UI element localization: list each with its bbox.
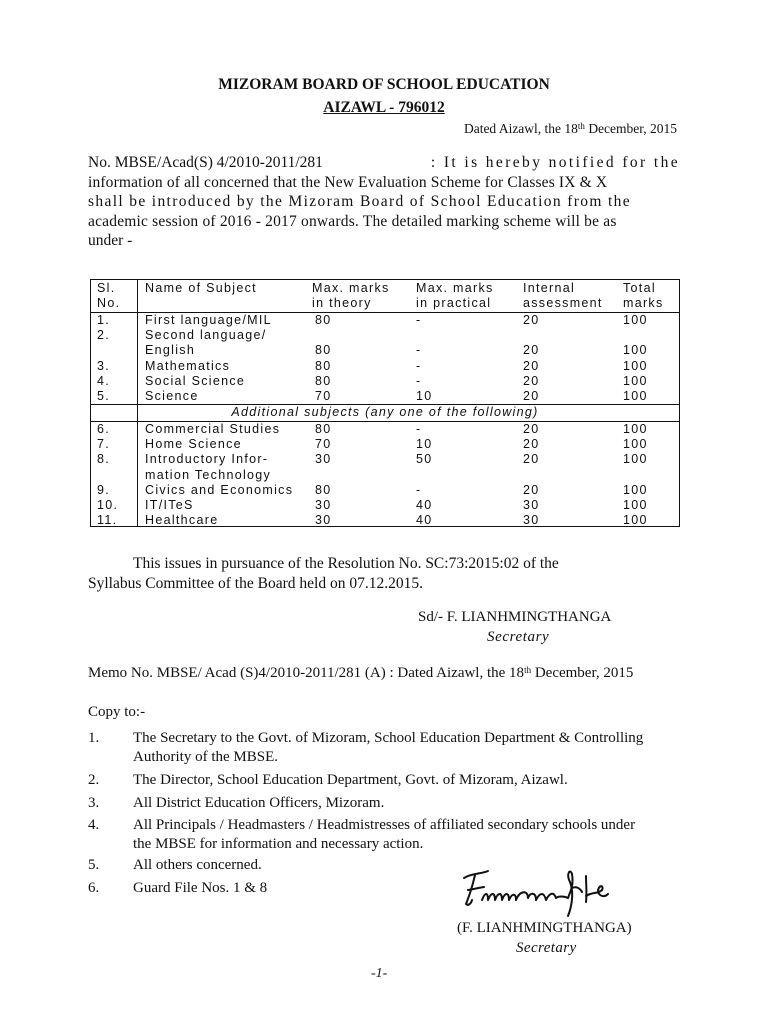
copy-to-item-text: All Principals / Headmasters / Headmistresses of affiliated secondary schools under bbox=[133, 817, 636, 833]
table-cell-subject-name: Commercial Studies bbox=[145, 422, 281, 436]
table-cell-max-theory: 80 bbox=[315, 373, 332, 388]
header-sl-no-line2: No. bbox=[97, 296, 121, 310]
table-cell-sl-no: 3. bbox=[97, 358, 111, 373]
table-cell-subject-name: IT/ITeS bbox=[145, 498, 194, 512]
page-number: -1- bbox=[371, 966, 388, 981]
notice-reference: No. MBSE/Acad(S) 4/2010-2011/281 bbox=[88, 154, 323, 171]
table-cell-max-practical: 10 bbox=[416, 389, 433, 403]
copy-to-item-text: The Director, School Education Department, Govt. of Mizoram, Aizawl. bbox=[133, 772, 568, 788]
table-cell-max-practical: - bbox=[416, 313, 422, 327]
table-cell-sl-no: 7. bbox=[97, 437, 111, 452]
notice-paragraph: No. MBSE/Acad(S) 4/2010-2011/281 : It is hereby notified for the information of all concerned that the New Evaluation Scheme for Classes IX & X shall be introduced by the Mizoram Board of School Education from the academic session of 2016 - 2017 onwards. The detailed marking scheme will be as under - bbox=[88, 154, 680, 249]
table-cell-sl-no: 11. bbox=[97, 513, 118, 528]
notice-line-1: No. MBSE/Acad(S) 4/2010-2011/281 : It is hereby notified for the bbox=[88, 154, 680, 171]
table-cell-max-practical: 40 bbox=[416, 498, 433, 512]
header-max-practical: Max. marks bbox=[416, 281, 494, 295]
table-cell-sl-no: 9. bbox=[97, 482, 111, 497]
copy-to-item-number: 3. bbox=[88, 795, 100, 811]
table-cell-max-practical: - bbox=[416, 422, 422, 436]
signatory-name-2: (F. LIANHMINGTHANGA) bbox=[457, 920, 632, 936]
dated-line: Dated Aizawl, the 18th December, 2015 bbox=[463, 121, 677, 136]
table-cell-subject-name: Science bbox=[145, 389, 199, 403]
header-total-marks-line2: marks bbox=[623, 296, 664, 310]
table-cell-sl-no: 8. bbox=[97, 452, 111, 467]
header-internal-assessment: Internal bbox=[523, 281, 576, 295]
signatory-name: Sd/- F. LIANHMINGTHANGA bbox=[418, 609, 612, 625]
table-cell-subject-name: Mathematics bbox=[145, 358, 231, 373]
table-cell-max-theory: 80 bbox=[315, 482, 332, 497]
memo-line: Memo No. MBSE/ Acad (S)4/2010-2011/281 (A) : Dated Aizawl, the 18th December, 2015 bbox=[88, 665, 634, 681]
table-cell-max-theory: 70 bbox=[315, 437, 332, 452]
copy-to-item-text-line2: the MBSE for information and necessary action. bbox=[133, 836, 424, 852]
table-cell-internal-assessment: 20 bbox=[523, 313, 540, 327]
signatory-title: Secretary bbox=[487, 629, 550, 645]
copy-to-item-text: Guard File Nos. 1 & 8 bbox=[133, 880, 268, 896]
table-cell-internal-assessment: 20 bbox=[523, 452, 540, 467]
header-sl-no: Sl. bbox=[97, 281, 116, 295]
table-cell-max-practical: 50 bbox=[416, 452, 433, 467]
copy-to-item-text-line2: Authority of the MBSE. bbox=[133, 749, 278, 765]
header-subject-name: Name of Subject bbox=[145, 281, 257, 295]
copy-to-heading: Copy to:- bbox=[88, 704, 146, 720]
table-cell-internal-assessment: 20 bbox=[523, 358, 540, 373]
table-cell-total-marks: 100 bbox=[623, 358, 648, 373]
table-cell-max-theory: 80 bbox=[315, 343, 332, 358]
table-cell-sl-no: 4. bbox=[97, 373, 111, 388]
table-cell-internal-assessment: 20 bbox=[523, 389, 540, 403]
copy-to-item-text: All others concerned. bbox=[133, 857, 262, 873]
handwritten-signature bbox=[458, 862, 638, 924]
additional-subjects-label: Additional subjects (any one of the following) bbox=[231, 405, 539, 419]
table-cell-sl-no: 6. bbox=[97, 422, 111, 436]
table-cell-max-practical: - bbox=[416, 343, 422, 358]
table-cell-max-theory: 30 bbox=[315, 498, 332, 512]
table-cell-internal-assessment: 20 bbox=[523, 343, 540, 358]
table-cell-max-theory: 30 bbox=[315, 452, 332, 467]
table-cell-internal-assessment: 20 bbox=[523, 422, 540, 436]
table-cell-max-practical: - bbox=[416, 482, 422, 497]
table-cell-total-marks: 100 bbox=[623, 482, 648, 497]
copy-to-item-number: 2. bbox=[88, 772, 100, 788]
copy-to-item-text: All District Education Officers, Mizoram. bbox=[133, 795, 385, 811]
copy-to-item-number: 6. bbox=[88, 880, 100, 896]
table-cell-total-marks: 100 bbox=[623, 313, 648, 327]
table-cell-total-marks: 100 bbox=[623, 343, 648, 358]
table-cell-max-practical: - bbox=[416, 373, 422, 388]
copy-to-item-number: 5. bbox=[88, 857, 100, 873]
table-cell-subject-name: Social Science bbox=[145, 373, 246, 388]
header-max-theory-line2: in theory bbox=[312, 296, 372, 310]
table-cell-internal-assessment: 20 bbox=[523, 373, 540, 388]
table-cell-total-marks: 100 bbox=[623, 513, 648, 528]
table-cell-total-marks: 100 bbox=[623, 452, 648, 467]
signatory-title-2: Secretary bbox=[516, 940, 577, 956]
table-cell-subject-name: English bbox=[145, 343, 196, 358]
marking-scheme-table bbox=[90, 279, 680, 527]
table-cell-sl-no: 1. bbox=[97, 313, 111, 327]
table-cell-max-practical: 40 bbox=[416, 513, 433, 528]
table-cell-subject-name: Second language/ bbox=[145, 328, 267, 343]
header-total-marks: Total bbox=[623, 281, 656, 295]
table-cell-subject-name: Civics and Economics bbox=[145, 482, 294, 497]
table-cell-max-practical: - bbox=[416, 358, 422, 373]
table-cell-internal-assessment: 20 bbox=[523, 482, 540, 497]
table-cell-internal-assessment: 30 bbox=[523, 498, 540, 512]
copy-to-item-text: The Secretary to the Govt. of Mizoram, School Education Department & Controlling bbox=[133, 730, 644, 746]
table-cell-total-marks: 100 bbox=[623, 498, 648, 512]
board-title: MIZORAM BOARD OF SCHOOL EDUCATION bbox=[218, 76, 550, 93]
header-max-practical-line2: in practical bbox=[416, 296, 492, 310]
table-cell-max-theory: 80 bbox=[315, 358, 332, 373]
table-cell-total-marks: 100 bbox=[623, 373, 648, 388]
table-cell-total-marks: 100 bbox=[623, 389, 648, 403]
table-cell-internal-assessment: 30 bbox=[523, 513, 540, 528]
table-cell-subject-name: Introductory Infor- bbox=[145, 452, 269, 467]
board-address: AIZAWL - 796012 bbox=[323, 99, 445, 116]
table-cell-max-theory: 80 bbox=[315, 313, 332, 327]
table-cell-sl-no: 10. bbox=[97, 498, 119, 512]
header-max-theory: Max. marks bbox=[312, 281, 390, 295]
table-cell-sl-no: 2. bbox=[97, 328, 111, 343]
copy-to-item-number: 1. bbox=[88, 730, 100, 746]
table-cell-max-theory: 70 bbox=[315, 389, 332, 403]
table-cell-max-theory: 80 bbox=[315, 422, 332, 436]
table-cell-max-theory: 30 bbox=[315, 513, 332, 528]
table-cell-internal-assessment: 20 bbox=[523, 437, 540, 452]
table-cell-subject-name: Healthcare bbox=[145, 513, 219, 528]
table-cell-total-marks: 100 bbox=[623, 422, 648, 436]
table-cell-subject-name: Home Science bbox=[145, 437, 242, 452]
table-cell-sl-no: 5. bbox=[97, 389, 111, 403]
resolution-paragraph: This issues in pursuance of the Resolution No. SC:73:2015:02 of the Syllabus Committee of the Board held on 07.12.2015. bbox=[88, 555, 559, 592]
header-internal-assessment-line2: assessment bbox=[523, 296, 603, 310]
table-cell-max-practical: 10 bbox=[416, 437, 433, 452]
table-cell-total-marks: 100 bbox=[623, 437, 648, 452]
table-cell-subject-name: mation Technology bbox=[145, 467, 272, 482]
copy-to-item-number: 4. bbox=[88, 817, 100, 833]
table-cell-subject-name: First language/MIL bbox=[145, 313, 272, 327]
